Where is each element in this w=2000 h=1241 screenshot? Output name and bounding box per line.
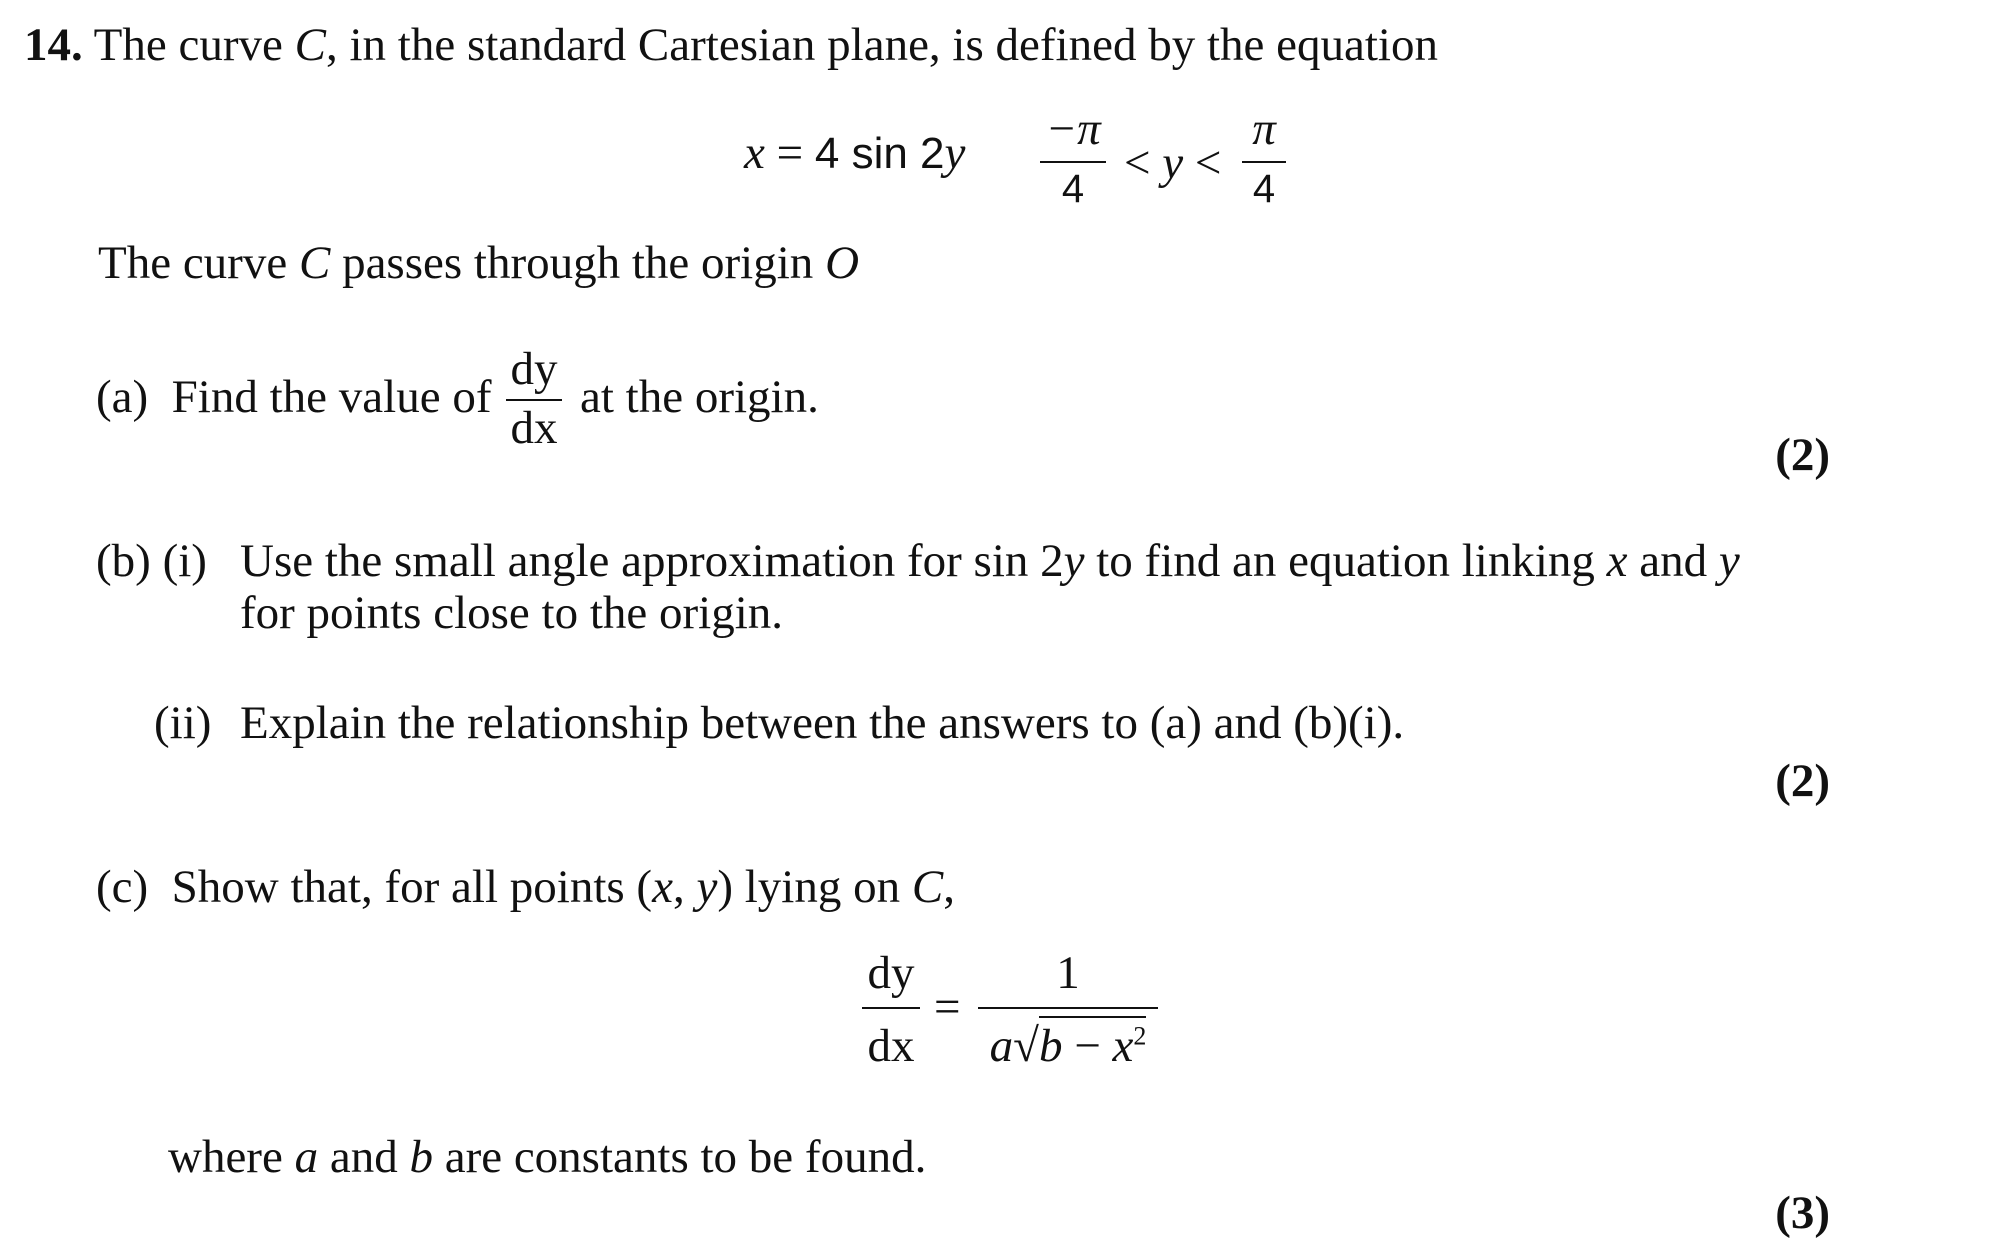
rhs-fraction: 1 $a√b - x^2$: [978, 950, 1158, 1070]
dy-dx-fraction-c: dy dx: [862, 950, 920, 1070]
question-intro: 14. The curve C, in the standard Cartesian plane, is defined by the equation: [24, 19, 1438, 71]
part-a-label: (a): [96, 371, 149, 423]
dy-dx-fraction-a: dy dx: [506, 346, 562, 452]
part-a-marks: (2): [1775, 429, 1830, 481]
part-b-ii-text: Explain the relationship between the answers to (a) and (b)(i).: [240, 697, 1405, 749]
part-c-marks: (3): [1775, 1187, 1830, 1239]
part-c-where: where a and b are constants to be found.: [168, 1131, 927, 1183]
domain-inequality: < y <: [1124, 137, 1222, 189]
upper-bound-fraction: π 4: [1242, 106, 1286, 209]
part-a: (a) Find the value of: [96, 371, 492, 423]
part-c-label: (c): [96, 861, 149, 913]
part-b-i-line1: Use the small angle approximation for sin 2y to find an equation linking x and y: [240, 535, 1740, 587]
part-c: (c) Show that, for all points (x, y) lying on C,: [96, 861, 955, 913]
rhs-denominator: $a√b - x^2$: [978, 1023, 1158, 1070]
passes-through-origin: The curve C passes through the origin O: [98, 237, 860, 289]
equals-sign: =: [934, 981, 961, 1033]
question-number: 14.: [24, 19, 83, 71]
part-b-labels: (b) (i): [96, 535, 207, 587]
part-b-i-line2: for points close to the origin.: [240, 587, 784, 639]
part-b-marks: (2): [1775, 755, 1830, 807]
part-b-ii-label: (ii): [154, 697, 212, 749]
part-a-text-after: at the origin.: [580, 371, 819, 423]
lower-bound-fraction: −π 4: [1040, 106, 1106, 209]
curve-equation: x = 4 sin 2y: [744, 127, 966, 179]
